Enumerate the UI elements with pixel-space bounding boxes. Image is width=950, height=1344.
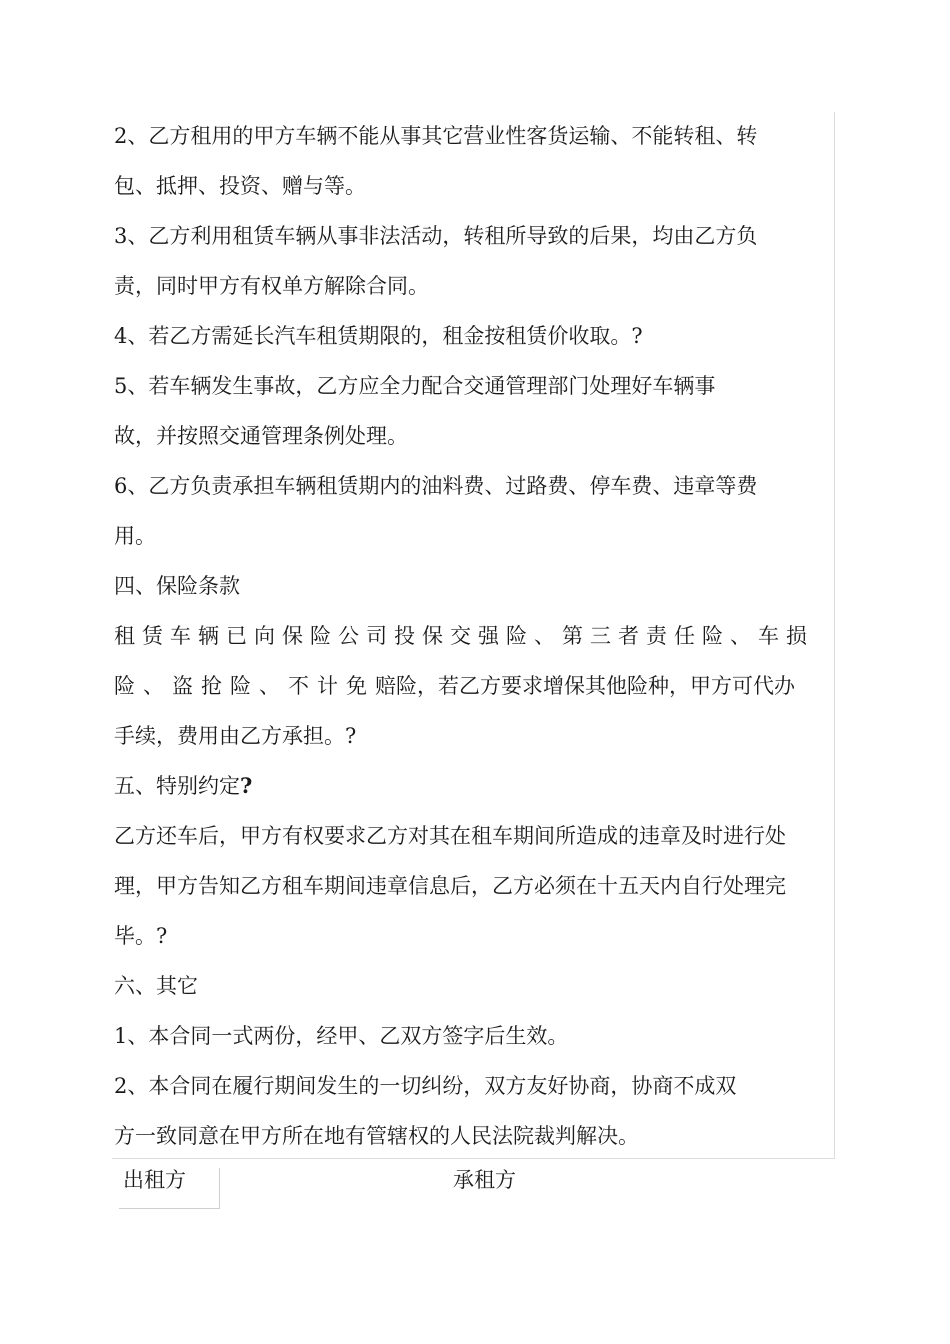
- clause-3-line-2: 责，同时甲方有权单方解除合同。: [114, 274, 429, 298]
- section-5-heading-mark: ?: [240, 773, 253, 798]
- clause-4-line-1: 4、若乙方需延长汽车租赁期限的，租金按租赁价收取。?: [114, 324, 643, 348]
- clause-2-line-1: 2、乙方租用的甲方车辆不能从事其它营业性客货运输、不能转租、转: [114, 124, 758, 148]
- special-terms-line-1: 乙方还车后，甲方有权要求乙方对其在租车期间所造成的违章及时进行处: [114, 824, 786, 848]
- insurance-line-2-spaced: 险、盗抢险、不计免: [114, 674, 375, 698]
- section-4-heading: 四、保险条款: [114, 574, 240, 598]
- insurance-line-1: 租赁车辆已向保险公司投保交强险、第三者责任险、车损: [114, 624, 814, 648]
- section-5-heading-text: 五、特别约定: [114, 774, 240, 798]
- special-terms-line-2: 理，甲方告知乙方租车期间违章信息后，乙方必须在十五天内自行处理完: [114, 874, 786, 898]
- lessor-label: 出租方: [123, 1168, 186, 1192]
- other-clause-1: 1、本合同一式两份，经甲、乙双方签字后生效。: [114, 1024, 569, 1048]
- clause-6-line-2: 用。: [114, 524, 156, 548]
- section-5-heading: [114, 761, 830, 811]
- insurance-line-2: [114, 661, 830, 711]
- other-clause-2-line-1: 2、本合同在履行期间发生的一切纠纷，双方友好协商，协商不成双: [114, 1074, 737, 1098]
- contract-body: [114, 111, 830, 1161]
- clause-5-line-2: 故，并按照交通管理条例处理。: [114, 424, 408, 448]
- clause-6-line-1: 6、乙方负责承担车辆租赁期内的油料费、过路费、停车费、违章等费: [114, 474, 758, 498]
- section-6-heading: 六、其它: [114, 974, 198, 998]
- other-clause-2-line-2: 方一致同意在甲方所在地有管辖权的人民法院裁判解决。: [114, 1124, 639, 1148]
- right-border-line: [834, 112, 835, 1158]
- lessee-label: 承租方: [453, 1168, 516, 1192]
- special-terms-line-3: 毕。?: [114, 924, 168, 948]
- insurance-line-2-rest: 赔险，若乙方要求增保其他险种，甲方可代办: [375, 674, 795, 698]
- clause-3-line-1: 3、乙方利用租赁车辆从事非法活动，转租所导致的后果，均由乙方负: [114, 224, 758, 248]
- insurance-line-3: 手续，费用由乙方承担。?: [114, 724, 357, 748]
- clause-5-line-1: 5、若车辆发生事故，乙方应全力配合交通管理部门处理好车辆事: [114, 374, 716, 398]
- clause-2-line-2: 包、抵押、投资、赠与等。: [114, 174, 366, 198]
